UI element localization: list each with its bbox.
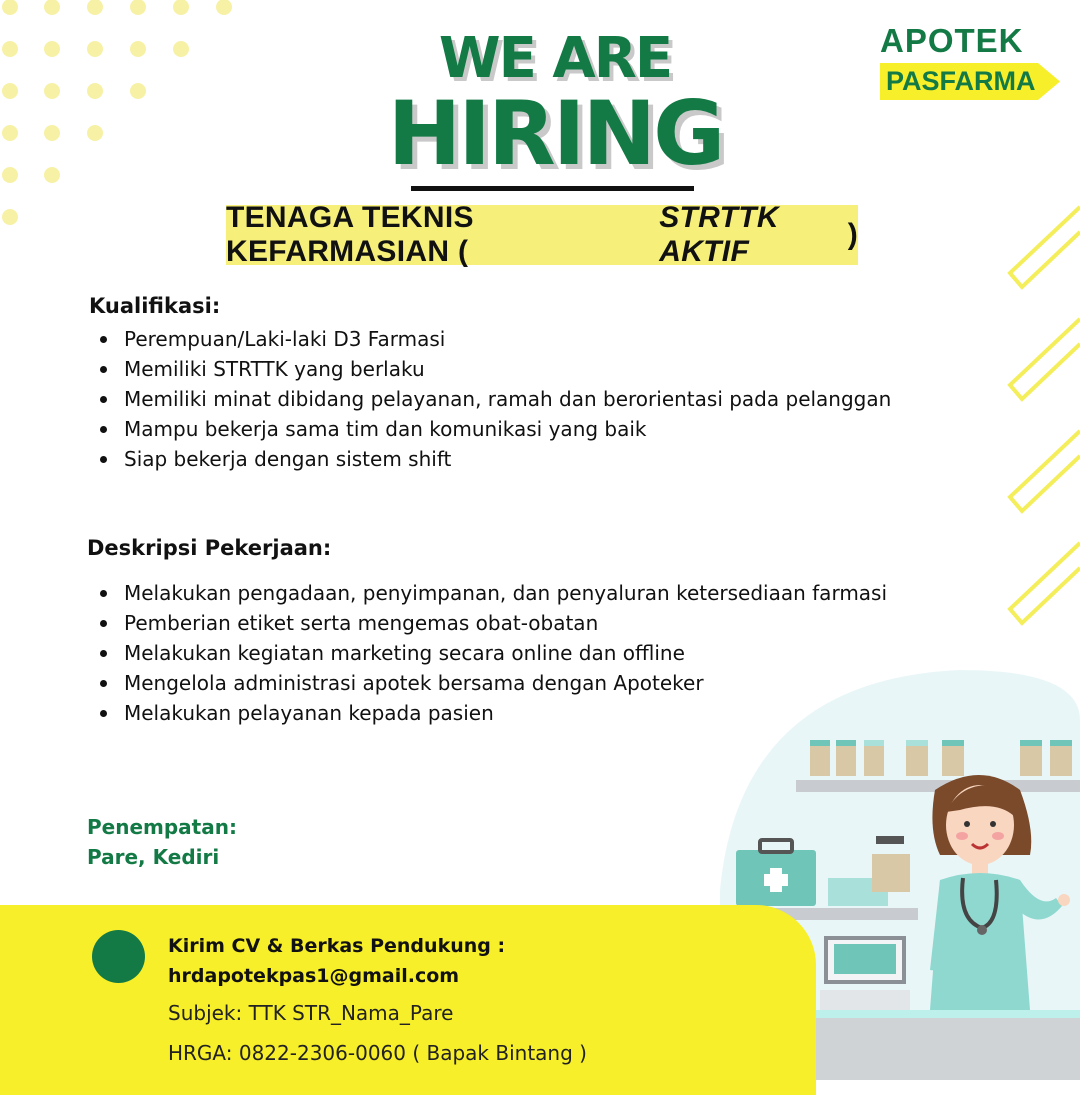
list-item: Melakukan kegiatan marketing secara online dan offline bbox=[92, 638, 887, 668]
job-description-title: Deskripsi Pekerjaan: bbox=[87, 536, 332, 560]
list-item: Mampu bekerja sama tim dan komunikasi yang baik bbox=[92, 414, 891, 444]
position-emphasis: STRTTK AKTIF bbox=[659, 201, 779, 268]
contact-bullet bbox=[92, 930, 145, 983]
placement-location: Pare, Kediri bbox=[87, 845, 220, 869]
contact-subject: Subjek: TTK STR_Nama_Pare bbox=[168, 1001, 454, 1025]
headline-we-are: WE ARE bbox=[438, 26, 672, 91]
position-banner bbox=[226, 201, 858, 268]
position-title: TENAGA TEKNIS KEFARMASIAN ( bbox=[226, 201, 474, 268]
logo-pasfarma-text: PASFARMA bbox=[886, 66, 1036, 96]
headline-divider bbox=[411, 186, 694, 191]
list-item: Pemberian etiket serta mengemas obat-obatan bbox=[92, 608, 887, 638]
list-item: Memiliki minat dibidang pelayanan, ramah dan berorientasi pada pelanggan bbox=[92, 384, 891, 414]
contact-phone: HRGA: 0822-2306-0060 ( Bapak Bintang ) bbox=[168, 1041, 587, 1065]
headline-hiring: HIRING bbox=[387, 82, 723, 185]
list-item: Memiliki STRTTK yang berlaku bbox=[92, 354, 891, 384]
contact-label: Kirim CV & Berkas Pendukung : bbox=[168, 935, 506, 957]
contact-email[interactable]: hrdapotekpas1@gmail.com bbox=[168, 965, 460, 987]
logo-apotek: APOTEK bbox=[880, 22, 1024, 59]
list-item: Melakukan pelayanan kepada pasien bbox=[92, 698, 887, 728]
logo-pasfarma bbox=[880, 63, 1060, 100]
qualifications-list bbox=[92, 324, 891, 474]
list-item: Melakukan pengadaan, penyimpanan, dan penyaluran ketersediaan farmasi bbox=[92, 578, 887, 608]
placement-block bbox=[87, 812, 237, 872]
decorative-stripes bbox=[1000, 195, 1080, 645]
placement-title: Penempatan: bbox=[87, 815, 237, 839]
list-item: Siap bekerja dengan sistem shift bbox=[92, 444, 891, 474]
qualifications-title: Kualifikasi: bbox=[89, 294, 221, 318]
list-item: Perempuan/Laki-laki D3 Farmasi bbox=[92, 324, 891, 354]
position-suffix: ) bbox=[847, 218, 858, 251]
list-item: Mengelola administrasi apotek bersama dengan Apoteker bbox=[92, 668, 887, 698]
